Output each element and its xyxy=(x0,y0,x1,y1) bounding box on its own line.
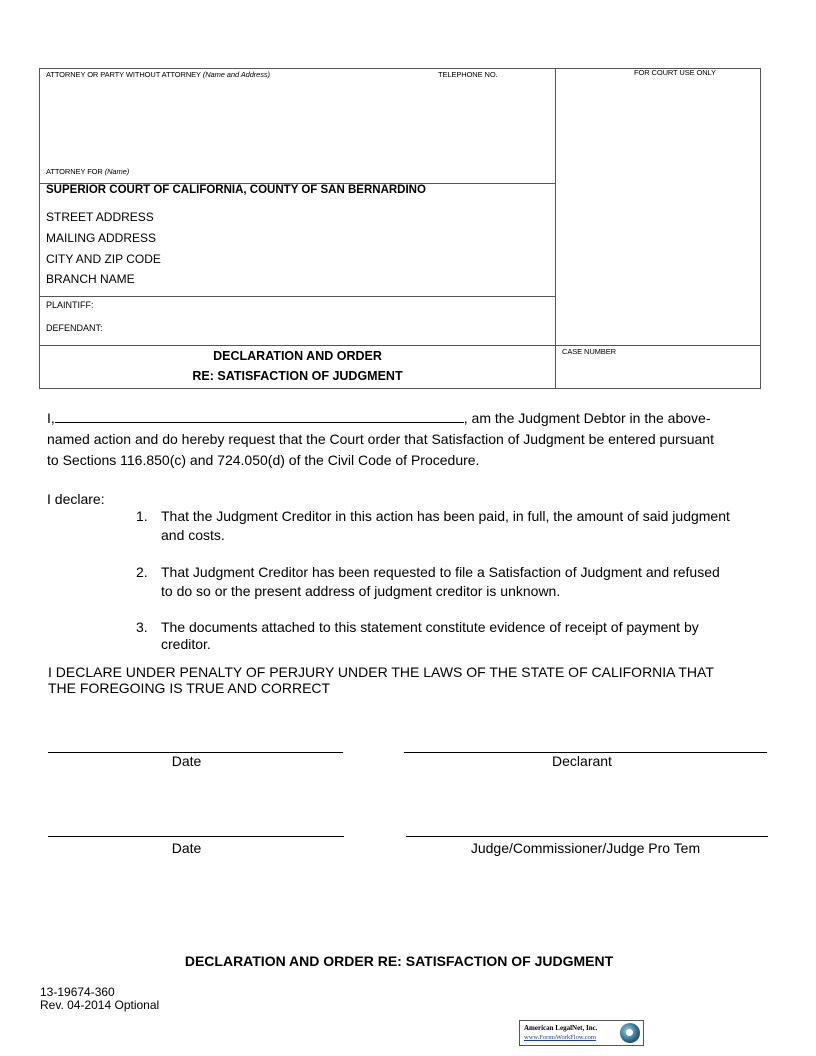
case-number-label: CASE NUMBER xyxy=(562,347,616,356)
item-text: and costs. xyxy=(161,527,225,543)
item-text: to do so or the present address of judgment creditor is unknown. xyxy=(161,583,561,599)
footer-title: DECLARATION AND ORDER RE: SATISFACTION OF JUDGMENT xyxy=(184,953,614,969)
date-line-2[interactable] xyxy=(48,836,344,837)
form-revision: Rev. 04-2014 Optional xyxy=(40,998,160,1012)
telephone-label: TELEPHONE NO. xyxy=(438,70,498,79)
plaintiff-label: PLAINTIFF: xyxy=(46,300,94,310)
rule-title xyxy=(39,345,761,346)
frame-right xyxy=(760,68,761,389)
globe-icon xyxy=(620,1023,640,1043)
court-name: SUPERIOR COURT OF CALIFORNIA, COUNTY OF SAN BERNARDINO xyxy=(46,184,426,196)
rule-parties xyxy=(39,296,556,297)
item-text: That the Judgment Creditor in this action has been paid, in full, the amount of said judgment xyxy=(161,508,730,524)
declare-label: I declare: xyxy=(47,491,105,507)
form-number: 13-19674-360 xyxy=(40,985,115,999)
perjury-line1: I DECLARE UNDER PENALTY OF PERJURY UNDER THE LAWS OF THE STATE OF CALIFORNIA THAT xyxy=(48,664,714,680)
logo-url[interactable]: www.FormsWorkFlow.com xyxy=(524,1034,596,1041)
intro-line3: to Sections 116.850(c) and 724.050(d) of the Civil Code of Procedure. xyxy=(47,452,480,468)
mailing-address-label: MAILING ADDRESS xyxy=(46,231,157,245)
item-text: That Judgment Creditor has been requested to file a Satisfaction of Judgment and refused xyxy=(161,564,720,580)
court-use-label: FOR COURT USE ONLY xyxy=(634,68,716,77)
perjury-line2: THE FOREGOING IS TRUE AND CORRECT xyxy=(48,680,331,696)
declarant-label: Declarant xyxy=(552,753,612,769)
item-text: creditor. xyxy=(161,636,211,652)
logo-company-name: American LegalNet, Inc. xyxy=(524,1024,598,1032)
form-title-line1: DECLARATION AND ORDER xyxy=(213,349,382,363)
street-address-label: STREET ADDRESS xyxy=(46,210,154,224)
date-label-2: Date xyxy=(171,840,202,856)
debtor-name-blank[interactable] xyxy=(55,409,464,423)
legalnet-logo[interactable] xyxy=(519,1020,644,1046)
form-title-line2: RE: SATISFACTION OF JUDGMENT xyxy=(192,369,403,383)
frame-left xyxy=(39,68,40,389)
item-number: 3. xyxy=(136,619,148,635)
attorney-label: ATTORNEY OR PARTY WITHOUT ATTORNEY (Name and Address) xyxy=(46,70,270,79)
intro-line1: I, , am the Judgment Debtor in the above- xyxy=(47,410,711,426)
branch-name-label: BRANCH NAME xyxy=(46,272,135,286)
judge-signature-line[interactable] xyxy=(406,836,768,837)
city-zip-label: CITY AND ZIP CODE xyxy=(46,252,161,266)
defendant-label: DEFENDANT: xyxy=(46,323,103,333)
item-number: 2. xyxy=(136,564,148,580)
item-number: 1. xyxy=(136,508,148,524)
judge-label: Judge/Commissioner/Judge Pro Tem xyxy=(470,840,701,856)
attorney-for-label: ATTORNEY FOR (Name) xyxy=(46,167,130,176)
intro-line2: named action and do hereby request that the Court order that Satisfaction of Judgment be entered pursuant xyxy=(47,431,714,447)
item-text: The documents attached to this statement constitute evidence of receipt of payment by xyxy=(161,619,699,635)
frame-bottom xyxy=(39,388,761,389)
frame-divider xyxy=(555,68,556,389)
date-label-1: Date xyxy=(171,753,202,769)
